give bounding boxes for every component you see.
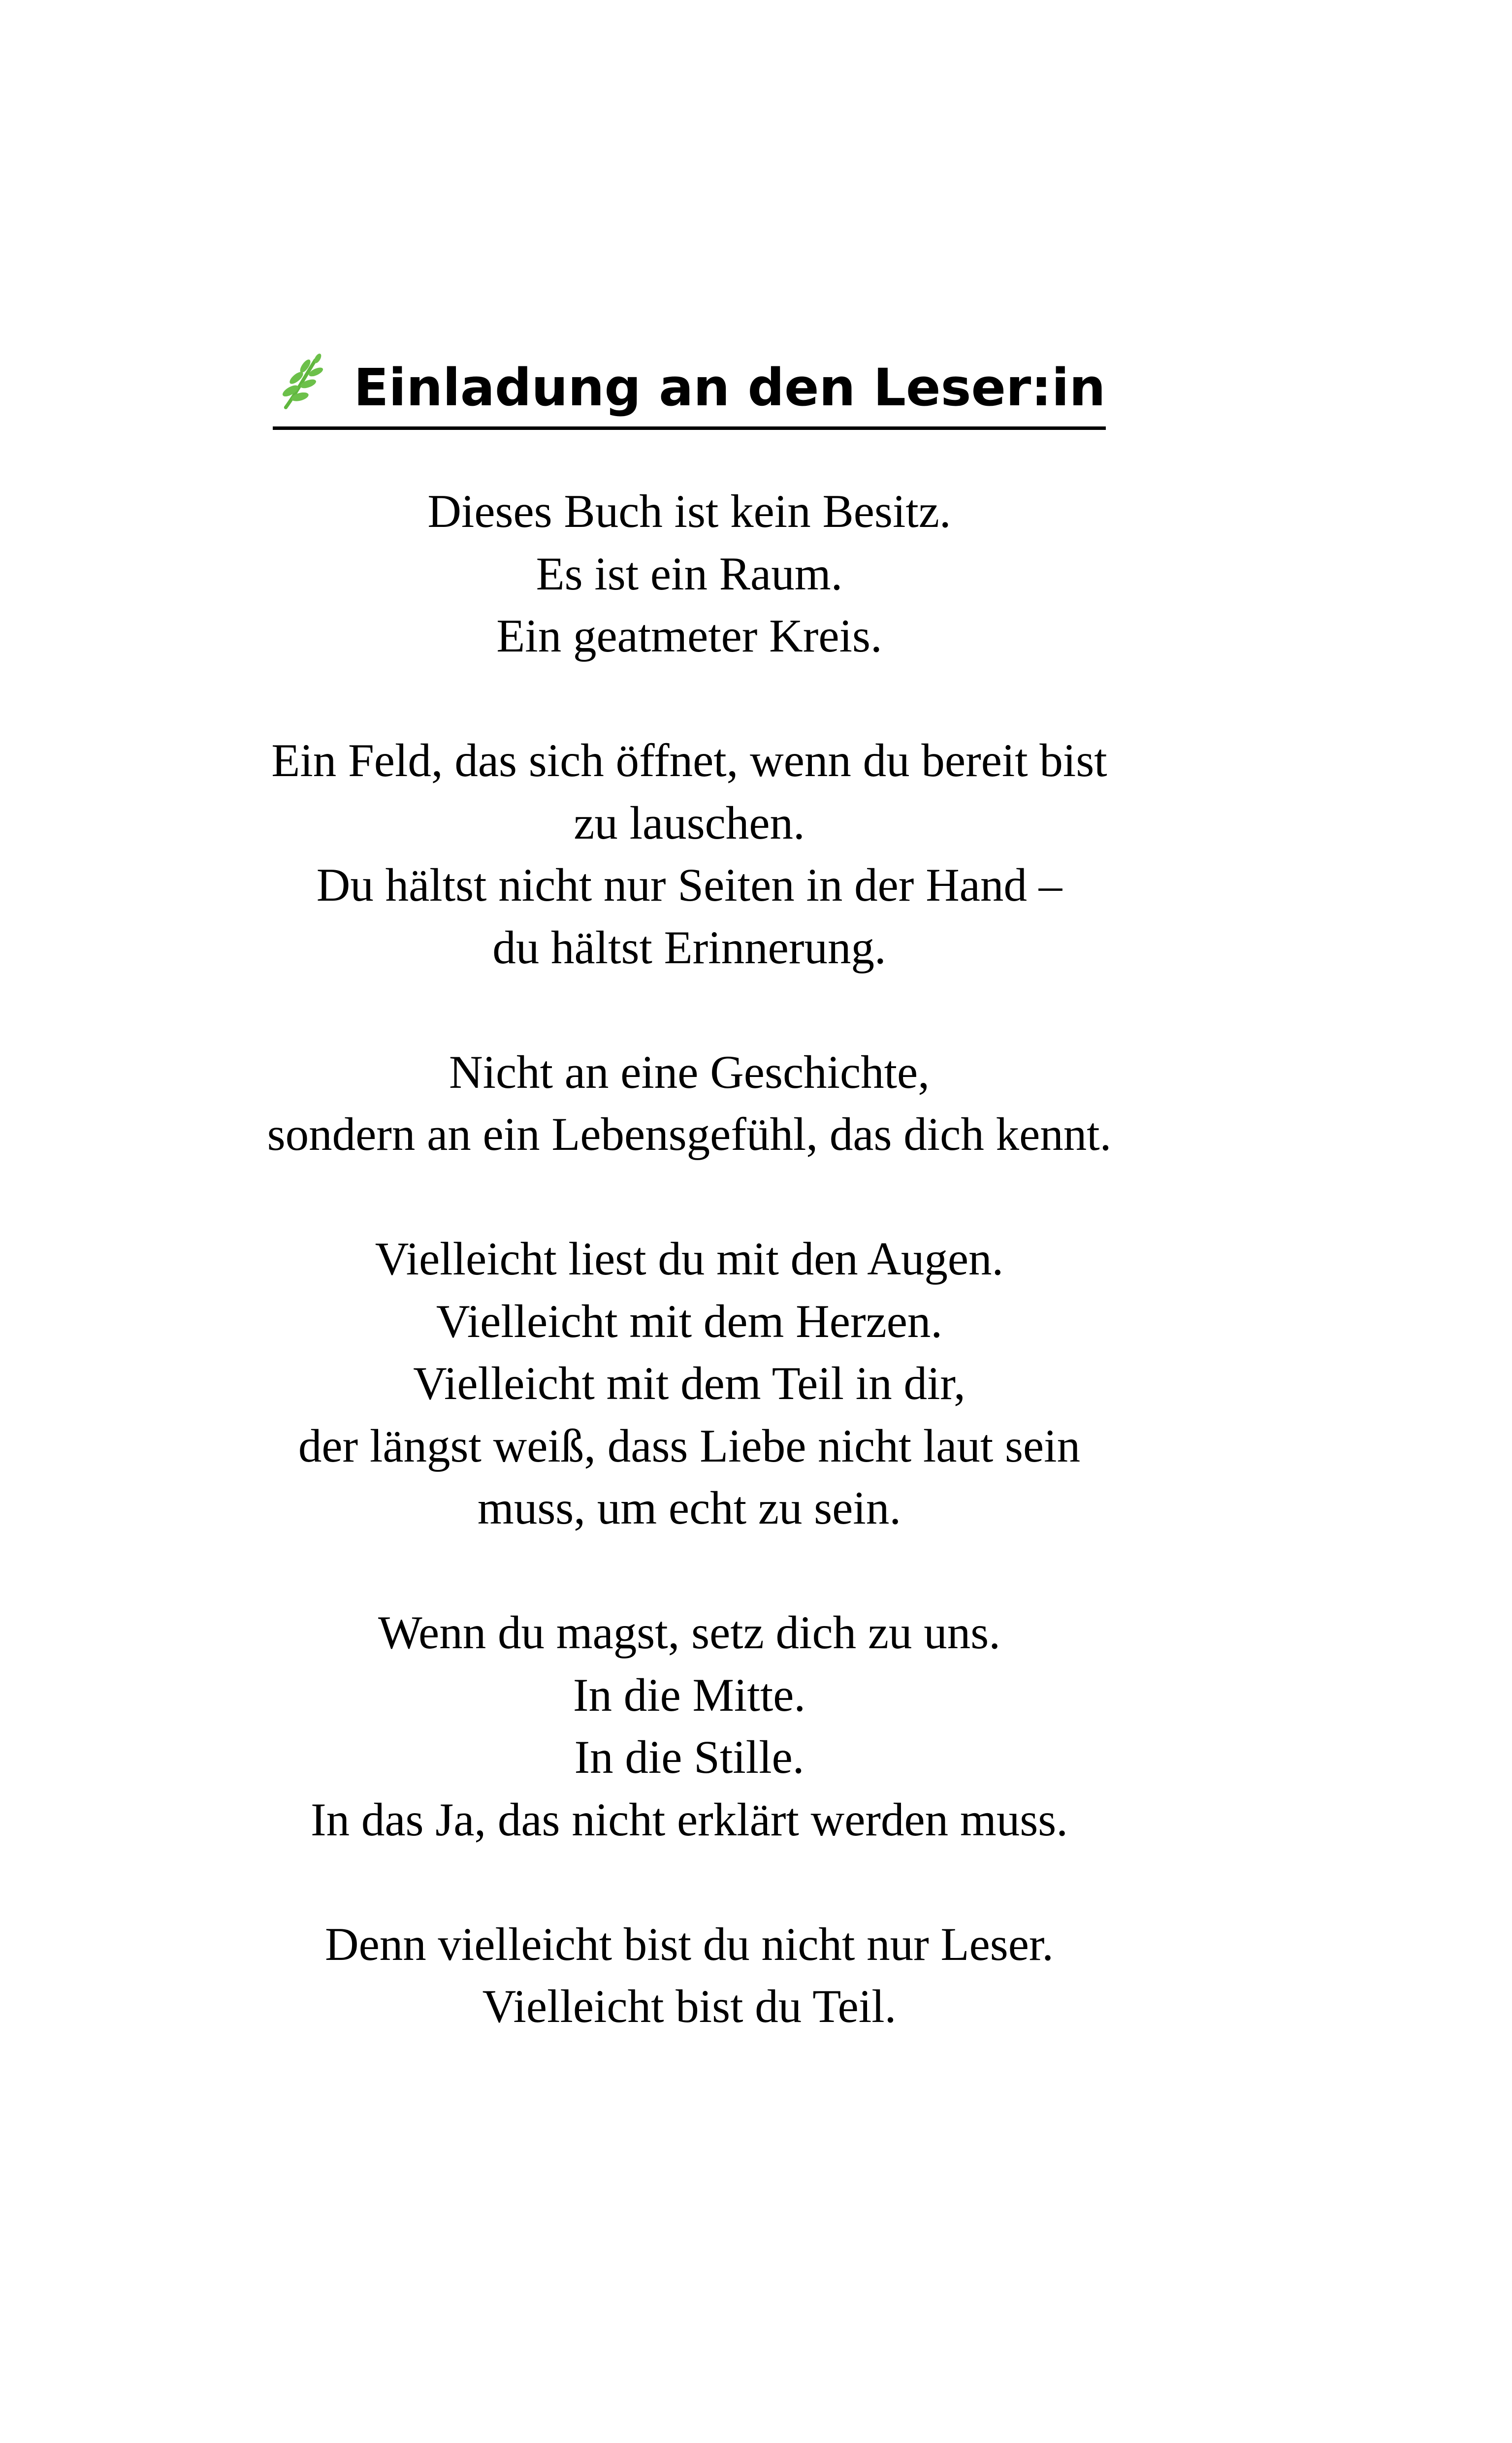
poem-line: Du hältst nicht nur Seiten in der Hand – xyxy=(316,859,1062,911)
poem-line: Vielleicht liest du mit den Augen. xyxy=(375,1233,1004,1285)
poem-line: Nicht an eine Geschichte, xyxy=(449,1045,930,1098)
page-title-underlined xyxy=(273,351,1105,430)
poem-line: Es ist ein Raum. xyxy=(536,547,843,600)
stanza-break xyxy=(0,1166,1379,1228)
poem-line: Vielleicht bist du Teil. xyxy=(482,1980,897,2032)
poem-line: Ein geatmeter Kreis. xyxy=(496,610,882,662)
poem-line: Dieses Buch ist kein Besitz. xyxy=(427,485,951,537)
poem-line: Ein Feld, das sich öffnet, wenn du bereit bist xyxy=(271,734,1107,786)
poem-line: der längst weiß, dass Liebe nicht laut sein xyxy=(298,1419,1081,1472)
page-title xyxy=(0,351,1379,430)
poem-line: In die Stille. xyxy=(574,1731,804,1783)
poem-line: Vielleicht mit dem Herzen. xyxy=(436,1295,943,1347)
poem-line: Wenn du magst, setz dich zu uns. xyxy=(378,1606,1001,1659)
poem-line: muss, um echt zu sein. xyxy=(477,1482,901,1534)
herb-leaf-icon xyxy=(273,353,332,412)
poem-line: zu lauschen. xyxy=(574,796,805,849)
poem-line: Denn vielleicht bist du nicht nur Leser. xyxy=(324,1918,1054,1970)
poem-line: Vielleicht mit dem Teil in dir, xyxy=(413,1357,965,1409)
stanza-break xyxy=(0,978,1379,1041)
stanza-break xyxy=(0,667,1379,730)
poem-line: sondern an ein Lebensgefühl, das dich kennt. xyxy=(267,1108,1112,1160)
poem-line: du hältst Erinnerung. xyxy=(492,921,886,974)
page-title-text: Einladung an den Leser:in xyxy=(354,358,1106,418)
poem-line: In das Ja, das nicht erklärt werden muss. xyxy=(310,1793,1068,1846)
stanza-break xyxy=(0,1851,1379,1913)
poem-line: In die Mitte. xyxy=(573,1668,806,1721)
poem-body xyxy=(0,480,1379,2038)
stanza-break xyxy=(0,1539,1379,1602)
